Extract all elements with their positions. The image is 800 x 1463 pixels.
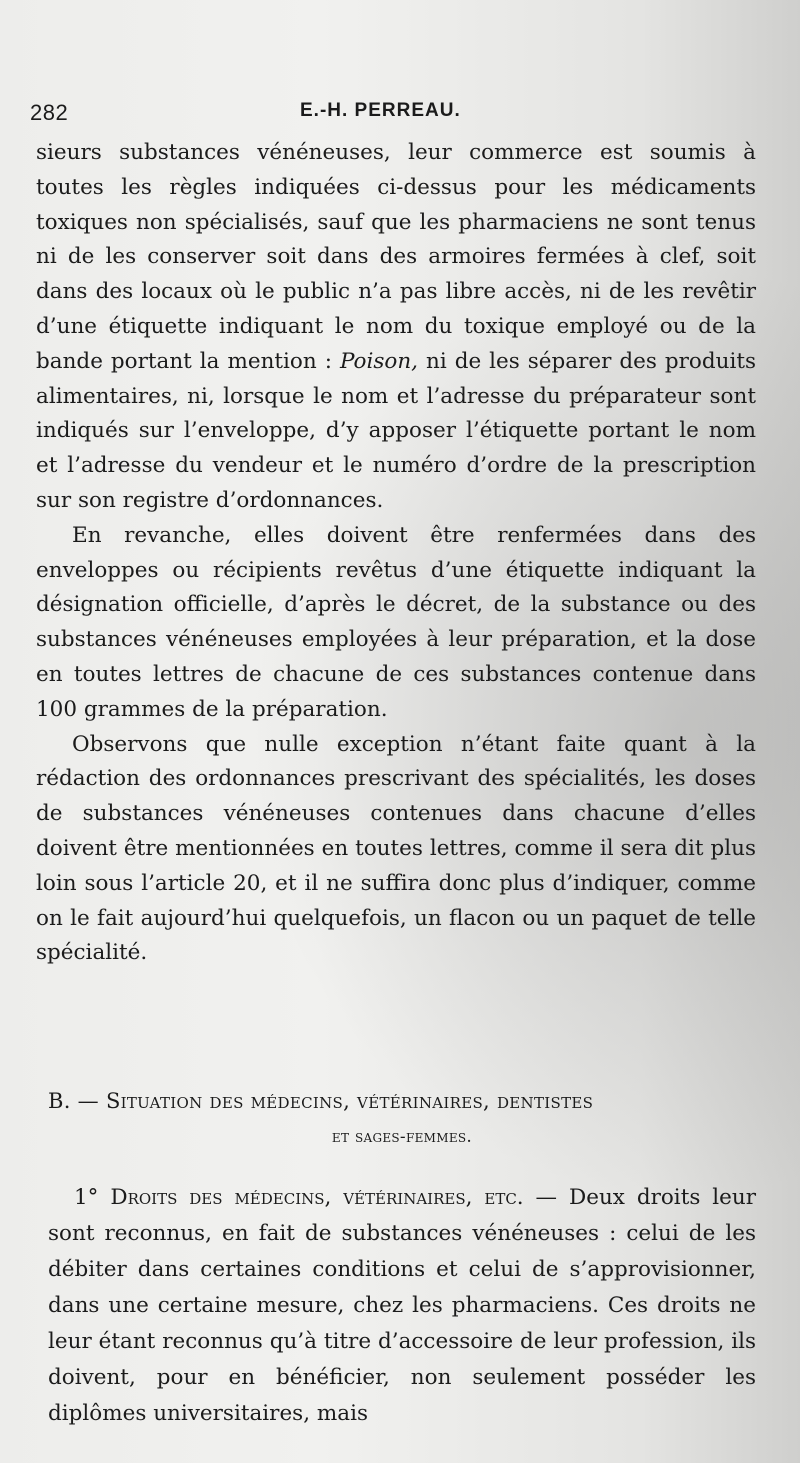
body-text (36, 136, 756, 971)
running-head (30, 100, 750, 130)
section-heading-line-1: B. — Situation des médecins, vétérinaires, dentistes (48, 1089, 594, 1113)
section-heading-line-2: et sages-femmes. (331, 1127, 473, 1147)
paragraph-1-emphasis: Poison, (339, 348, 419, 374)
paragraph-1 (36, 136, 756, 519)
page-number: 282 (30, 100, 69, 125)
subsection-paragraph (48, 1180, 756, 1432)
subsection-lead: 1° Droits des médecins, vétérinaires, etc. — (74, 1185, 558, 1210)
subsection (48, 1180, 756, 1432)
paragraph-2: En revanche, elles doivent être renfermées dans des enveloppes ou récipients revêtus d’une étiquette indiquant la désignation officielle, d’après le décret, de la substance ou des substances vénéneuses employées à leur préparation, et la dose en toutes lettres de chacune de ces substances contenue dans 100 grammes de la préparation. (36, 522, 756, 722)
paragraph-3: Observons que nulle exception n’étant faite quant à la rédaction des ordonnances prescrivant des spécialités, les doses de substances vénéneuses contenues dans chacune d’elles doivent être mentionnées en toutes lettres, comme il sera dit plus loin sous l’article 20, et il ne suffira donc plus d’indiquer, comme on le fait aujourd’hui quelquefois, un flacon ou un paquet de telle spécialité. (36, 731, 756, 966)
paragraph-1-text-end: ni de les séparer des produits alimentaires, ni, lorsque le nom et l’adresse du préparateur sont indiqués sur l’enveloppe, d’y apposer l’étiquette portant le nom et l’adresse du vendeur et le numéro d’ordre de la prescription sur son registre d’ordonnances. (36, 348, 756, 513)
section-heading (48, 1086, 756, 1152)
subsection-text: Deux droits leur sont reconnus, en fait de substances vénéneuses : celui de les débiter dans certaines conditions et celui de s’approvisionner, dans une certaine mesure, chez les pharmaciens. Ces droits ne leur étant reconnus qu’à titre d’accessoire de leur profession, ils doivent, pour en bénéficier, non seulement posséder les diplômes universitaires, mais (48, 1185, 756, 1426)
running-title: E.-H. PERREAU. (300, 100, 461, 121)
paragraph-1-text: sieurs substances vénéneuses, leur commerce est soumis à toutes les règles indiquées ci-dessus pour les médicaments toxiques non spécialisés, sauf que les pharmaciens ne sont tenus ni de les conserver soit dans des armoires fermées à clef, soit dans des locaux où le public n’a pas libre accès, ni de les revêtir d’une étiquette indiquant le nom du toxique employé ou de la bande portant la mention : (36, 140, 756, 374)
